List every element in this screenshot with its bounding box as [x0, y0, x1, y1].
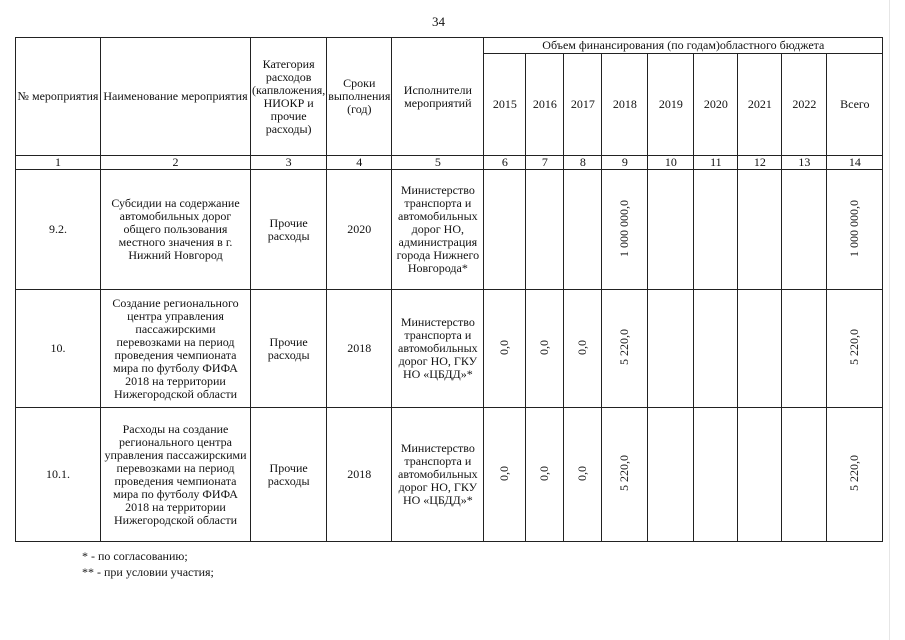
cell-2017 — [564, 170, 602, 290]
cell-2015 — [484, 290, 526, 408]
value-2018: 5 220,0 — [617, 455, 632, 491]
row-name: Субсидии на содержание автомобильных дорог общего пользования местного значения в г. Нижний Новгород — [101, 170, 251, 290]
cell-2017 — [564, 290, 602, 408]
row-category: Прочие расходы — [251, 170, 327, 290]
cell-2021 — [738, 170, 782, 290]
column-number: 2 — [101, 156, 251, 170]
row-num: 9.2. — [16, 170, 101, 290]
row-num: 10.1. — [16, 408, 101, 542]
row-term: 2020 — [327, 170, 392, 290]
cell-total — [827, 408, 883, 542]
column-number: 14 — [827, 156, 883, 170]
row-executor: Министерство транспорта и автомобильных дорог НО, администрация города Нижнего Новгорода* — [392, 170, 484, 290]
header-year: 2021 — [738, 54, 782, 156]
table-row — [16, 408, 883, 542]
header-terms: Сроки выполнения (год) — [327, 38, 392, 156]
cell-2015 — [484, 408, 526, 542]
header-year: 2020 — [694, 54, 738, 156]
row-num: 10. — [16, 290, 101, 408]
column-number: 7 — [526, 156, 564, 170]
value-total: 5 220,0 — [847, 329, 862, 365]
row-name: Создание регионального центра управления пассажирскими перевозками на период проведения чемпионата мира по футболу ФИФА 2018 на территории Нижегородской области — [101, 290, 251, 408]
cell-2015 — [484, 170, 526, 290]
row-term: 2018 — [327, 408, 392, 542]
column-number: 10 — [648, 156, 694, 170]
cell-2016 — [526, 290, 564, 408]
footnote-participation: ** - при условии участия; — [82, 565, 214, 579]
header-executors: Исполнители мероприятий — [392, 38, 484, 156]
header-year: 2019 — [648, 54, 694, 156]
cell-2016 — [526, 408, 564, 542]
cell-2019 — [648, 170, 694, 290]
column-number: 4 — [327, 156, 392, 170]
cell-2018 — [602, 170, 648, 290]
value-2016: 0,0 — [537, 339, 552, 355]
table-row — [16, 290, 883, 408]
column-number: 1 — [16, 156, 101, 170]
column-number: 5 — [392, 156, 484, 170]
scan-edge-line — [889, 0, 890, 640]
cell-total — [827, 290, 883, 408]
column-number-row — [16, 156, 883, 170]
column-number: 9 — [602, 156, 648, 170]
cell-2020 — [694, 290, 738, 408]
header-year: 2017 — [564, 54, 602, 156]
row-category: Прочие расходы — [251, 408, 327, 542]
cell-total — [827, 170, 883, 290]
cell-2018 — [602, 290, 648, 408]
cell-2022 — [782, 290, 827, 408]
column-number: 11 — [694, 156, 738, 170]
row-category: Прочие расходы — [251, 290, 327, 408]
column-number: 6 — [484, 156, 526, 170]
cell-2020 — [694, 408, 738, 542]
cell-2017 — [564, 408, 602, 542]
header-year: 2015 — [484, 54, 526, 156]
page-number: 34 — [432, 14, 445, 29]
row-executor: Министерство транспорта и автомобильных дорог НО, ГКУ НО «ЦБДД»* — [392, 408, 484, 542]
funding-table — [15, 37, 883, 542]
value-2016: 0,0 — [537, 465, 552, 481]
header-name: Наименование мероприятия — [101, 38, 251, 156]
table-row — [16, 170, 883, 290]
value-2017: 0,0 — [575, 465, 590, 481]
value-total: 5 220,0 — [847, 455, 862, 491]
value-2015: 0,0 — [497, 339, 512, 355]
row-term: 2018 — [327, 290, 392, 408]
value-2015: 0,0 — [497, 465, 512, 481]
value-total: 1 000 000,0 — [847, 199, 862, 257]
header-num: № мероприятия — [16, 38, 101, 156]
cell-2021 — [738, 408, 782, 542]
header-total: Всего — [827, 54, 883, 156]
row-executor: Министерство транспорта и автомобильных дорог НО, ГКУ НО «ЦБДД»* — [392, 290, 484, 408]
cell-2022 — [782, 408, 827, 542]
column-number: 12 — [738, 156, 782, 170]
footnote-consent: * - по согласованию; — [82, 549, 188, 563]
cell-2016 — [526, 170, 564, 290]
column-number: 13 — [782, 156, 827, 170]
cell-2019 — [648, 408, 694, 542]
cell-2020 — [694, 170, 738, 290]
cell-2021 — [738, 290, 782, 408]
header-year: 2022 — [782, 54, 827, 156]
cell-2019 — [648, 290, 694, 408]
header-category: Категория расходов (капвложения, НИОКР и прочие расходы) — [251, 38, 327, 156]
cell-2022 — [782, 170, 827, 290]
header-year: 2018 — [602, 54, 648, 156]
header-year: 2016 — [526, 54, 564, 156]
header-funding: Объем финансирования (по годам)областного бюджета — [484, 38, 883, 54]
column-number: 8 — [564, 156, 602, 170]
value-2017: 0,0 — [575, 339, 590, 355]
value-2018: 5 220,0 — [617, 329, 632, 365]
cell-2018 — [602, 408, 648, 542]
value-2018: 1 000 000,0 — [617, 199, 632, 257]
column-number: 3 — [251, 156, 327, 170]
row-name: Расходы на создание регионального центра управления пассажирскими перевозками на период проведения чемпионата мира по футболу ФИФА 2018 на территории Нижегородской области — [101, 408, 251, 542]
